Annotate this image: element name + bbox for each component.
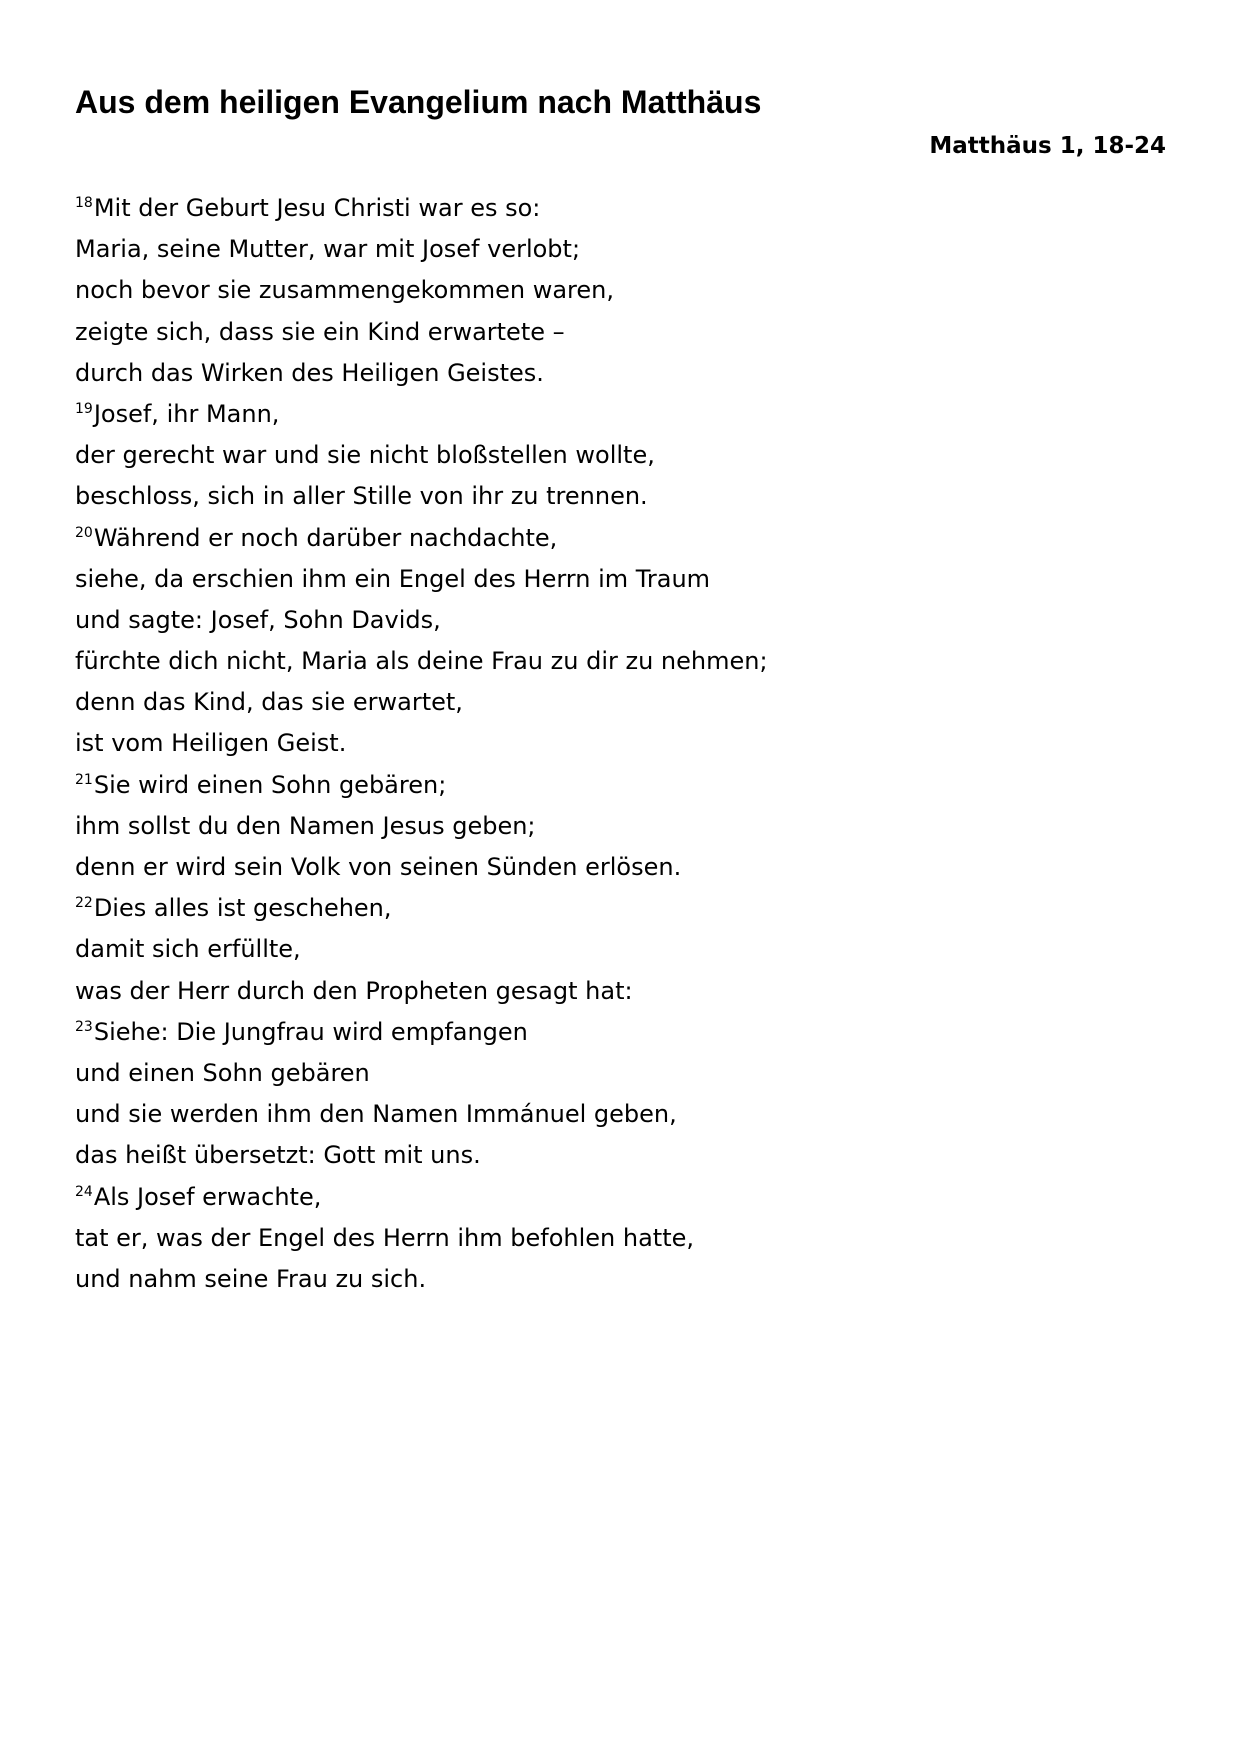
line-text: Dies alles ist geschehen,: [93, 894, 392, 923]
text-line: [75, 1012, 768, 1053]
line-text: der gerecht war und sie nicht bloßstellen wollte,: [75, 441, 655, 470]
line-text: Maria, seine Mutter, war mit Josef verlobt;: [75, 235, 581, 264]
text-line: [75, 723, 768, 764]
text-line: [75, 1135, 768, 1176]
line-text: Sie wird einen Sohn gebären;: [93, 770, 447, 799]
text-line: [75, 188, 768, 229]
verse-number: 19: [75, 400, 93, 417]
text-line: [75, 765, 768, 806]
line-text: ist vom Heiligen Geist.: [75, 729, 347, 758]
text-line: [75, 312, 768, 353]
text-line: [75, 682, 768, 723]
verse-number: 18: [75, 195, 93, 211]
text-line: [75, 929, 768, 970]
text-line: [75, 806, 768, 847]
text-line: [75, 394, 768, 435]
text-line: [75, 888, 768, 929]
verse-number: 23: [75, 1018, 93, 1035]
text-line: [75, 1094, 768, 1135]
text-line: [75, 518, 768, 559]
line-text: denn das Kind, das sie erwartet,: [75, 688, 463, 717]
verse-number: 21: [75, 771, 93, 788]
line-text: tat er, was der Engel des Herrn ihm befohlen hatte,: [75, 1223, 694, 1252]
verse-number: 20: [75, 524, 93, 541]
text-line: [75, 847, 768, 888]
text-line: [75, 971, 768, 1012]
line-text: das heißt übersetzt: Gott mit uns.: [75, 1141, 481, 1170]
text-line: [75, 559, 768, 600]
text-line: [75, 1177, 768, 1218]
line-text: und sagte: Josef, Sohn Davids,: [75, 605, 441, 634]
line-text: Josef, ihr Mann,: [93, 399, 280, 428]
scripture-reference: Matthäus 1, 18-24: [929, 133, 1166, 159]
line-text: Siehe: Die Jungfrau wird empfangen: [93, 1017, 528, 1046]
line-text: noch bevor sie zusammengekommen waren,: [75, 276, 615, 305]
text-line: [75, 435, 768, 476]
line-text: zeigte sich, dass sie ein Kind erwartete –: [75, 317, 565, 346]
line-text: Als Josef erwachte,: [93, 1182, 322, 1211]
gospel-text: [75, 188, 768, 1300]
line-text: und sie werden ihm den Namen Immánuel geben,: [75, 1100, 677, 1129]
text-line: [75, 1218, 768, 1259]
text-line: [75, 353, 768, 394]
line-text: Während er noch darüber nachdachte,: [93, 523, 558, 552]
text-line: [75, 270, 768, 311]
line-text: durch das Wirken des Heiligen Geistes.: [75, 358, 544, 387]
verse-number: 24: [75, 1183, 93, 1200]
verse-number: 22: [75, 895, 93, 912]
text-line: [75, 1053, 768, 1094]
page-title: Aus dem heiligen Evangelium nach Matthäus: [75, 84, 762, 120]
line-text: und einen Sohn gebären: [75, 1058, 370, 1087]
line-text: und nahm seine Frau zu sich.: [75, 1264, 427, 1293]
text-line: [75, 641, 768, 682]
text-line: [75, 229, 768, 270]
line-text: damit sich erfüllte,: [75, 935, 301, 964]
line-text: denn er wird sein Volk von seinen Sünden erlösen.: [75, 853, 682, 881]
text-line: [75, 600, 768, 641]
text-line: [75, 476, 768, 517]
line-text: was der Herr durch den Propheten gesagt hat:: [75, 976, 633, 1005]
line-text: Mit der Geburt Jesu Christi war es so:: [93, 194, 541, 222]
line-text: beschloss, sich in aller Stille von ihr zu trennen.: [75, 482, 648, 511]
line-text: siehe, da erschien ihm ein Engel des Herrn im Traum: [75, 564, 711, 593]
line-text: fürchte dich nicht, Maria als deine Frau zu dir zu nehmen;: [75, 647, 768, 676]
line-text: ihm sollst du den Namen Jesus geben;: [75, 811, 536, 840]
text-line: [75, 1259, 768, 1300]
